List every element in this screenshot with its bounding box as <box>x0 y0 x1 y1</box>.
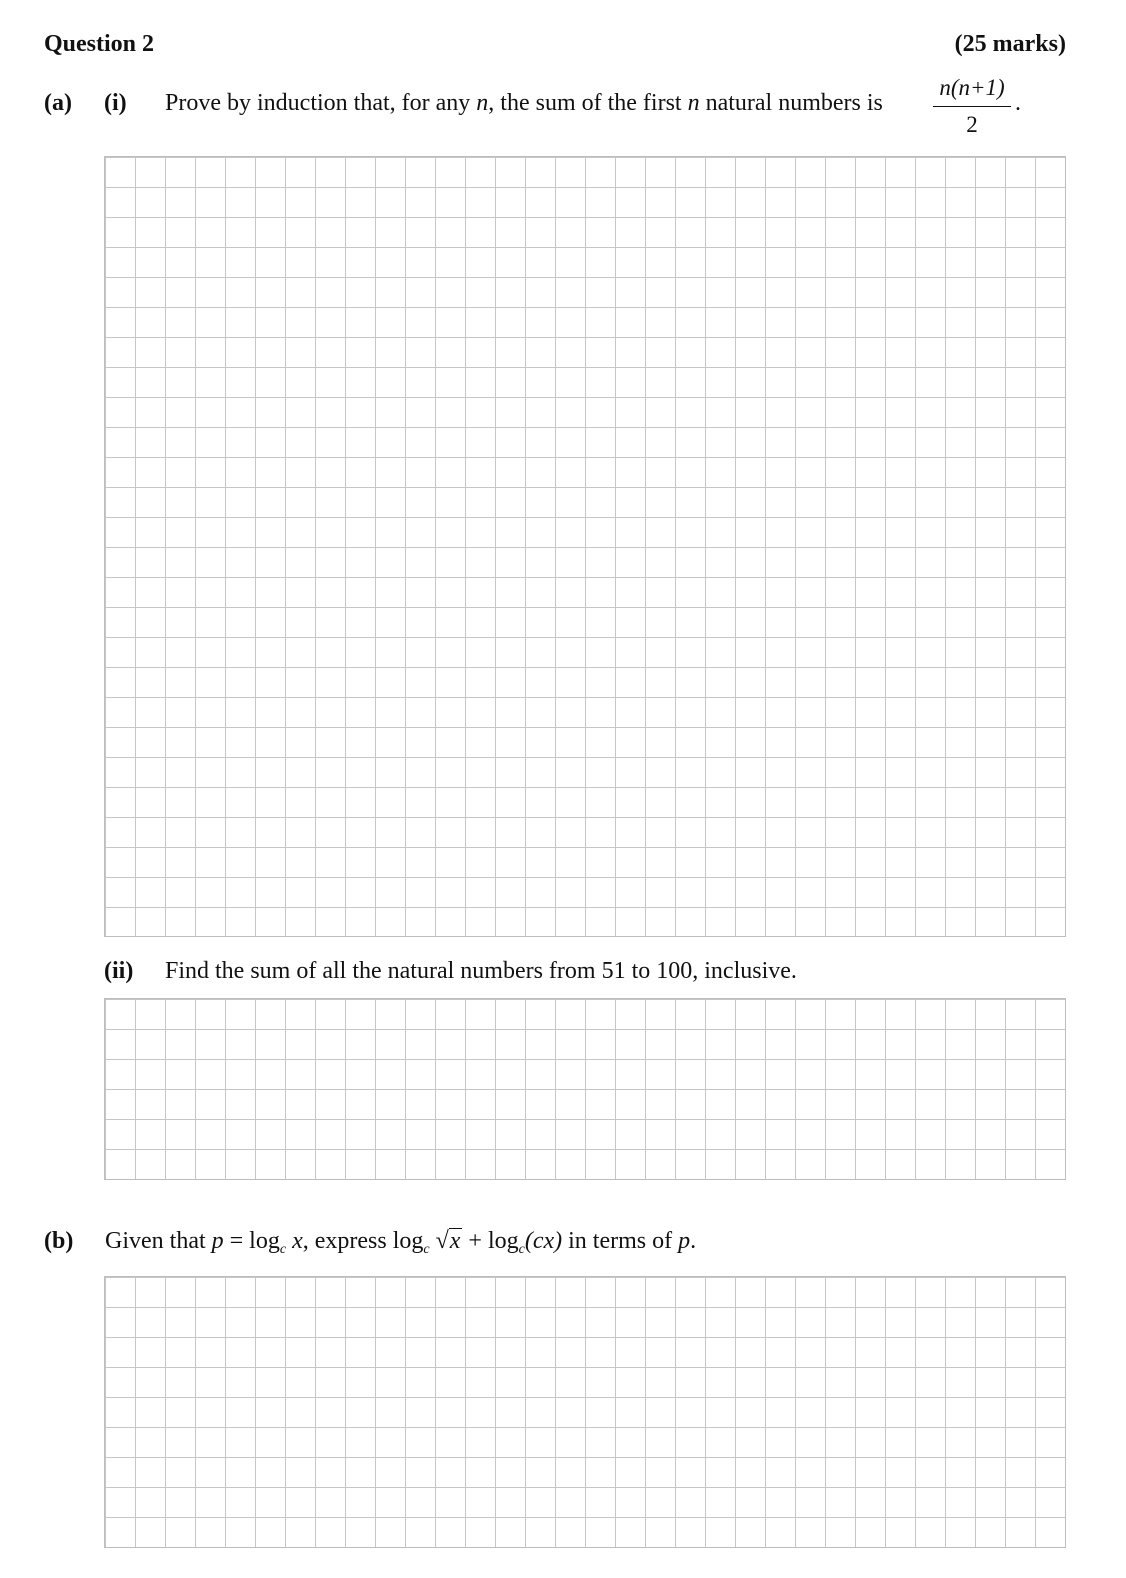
part-b-text-given: Given that <box>105 1228 212 1254</box>
fraction-numerator: n(n+1) <box>939 75 1005 100</box>
part-a-i-label: (i) <box>104 90 127 116</box>
fraction-denominator: 2 <box>966 112 978 137</box>
answer-grid-a-ii[interactable] <box>104 998 1066 1180</box>
part-b-equals-log: = log <box>223 1228 280 1254</box>
variable-p: p <box>211 1228 224 1254</box>
variable-n: n <box>687 90 700 116</box>
part-a-i-text-3: natural numbers is <box>699 90 883 116</box>
fraction-period: . <box>1015 90 1021 116</box>
variable-p: p <box>678 1228 691 1254</box>
variable-n: n <box>476 90 489 116</box>
log-base-c: c <box>279 1242 287 1257</box>
part-b-label: (b) <box>44 1228 74 1254</box>
part-b-in-terms: in terms of <box>562 1228 679 1254</box>
part-b-question <box>105 1228 696 1255</box>
sum-formula-fraction <box>933 74 1011 139</box>
part-b-express: , express log <box>302 1228 424 1254</box>
part-a-ii-question: Find the sum of all the natural numbers from 51 to 100, inclusive. <box>165 958 797 984</box>
question-title: Question 2 <box>44 31 155 57</box>
sqrt-symbol: √ <box>435 1228 449 1254</box>
answer-grid-a-i[interactable] <box>104 156 1066 937</box>
part-a-i-question <box>165 90 883 117</box>
answer-grid-b[interactable] <box>104 1276 1066 1548</box>
log-base-c: c <box>423 1242 430 1257</box>
part-a-i-text-2: , the sum of the first <box>488 90 688 116</box>
fraction-bar <box>933 106 1011 107</box>
part-a-ii-label: (ii) <box>104 958 134 984</box>
sqrt-argument: x <box>449 1228 461 1254</box>
part-b-plus-log: + log <box>462 1228 519 1254</box>
part-a-i-text-1: Prove by induction that, for any <box>165 90 477 116</box>
part-b-period: . <box>690 1228 697 1254</box>
question-marks: (25 marks) <box>954 31 1066 57</box>
variable-x: x <box>286 1228 303 1254</box>
part-a-label: (a) <box>44 90 72 116</box>
log-base-c: c <box>518 1242 525 1257</box>
log-argument-cx: (cx) <box>524 1228 563 1254</box>
